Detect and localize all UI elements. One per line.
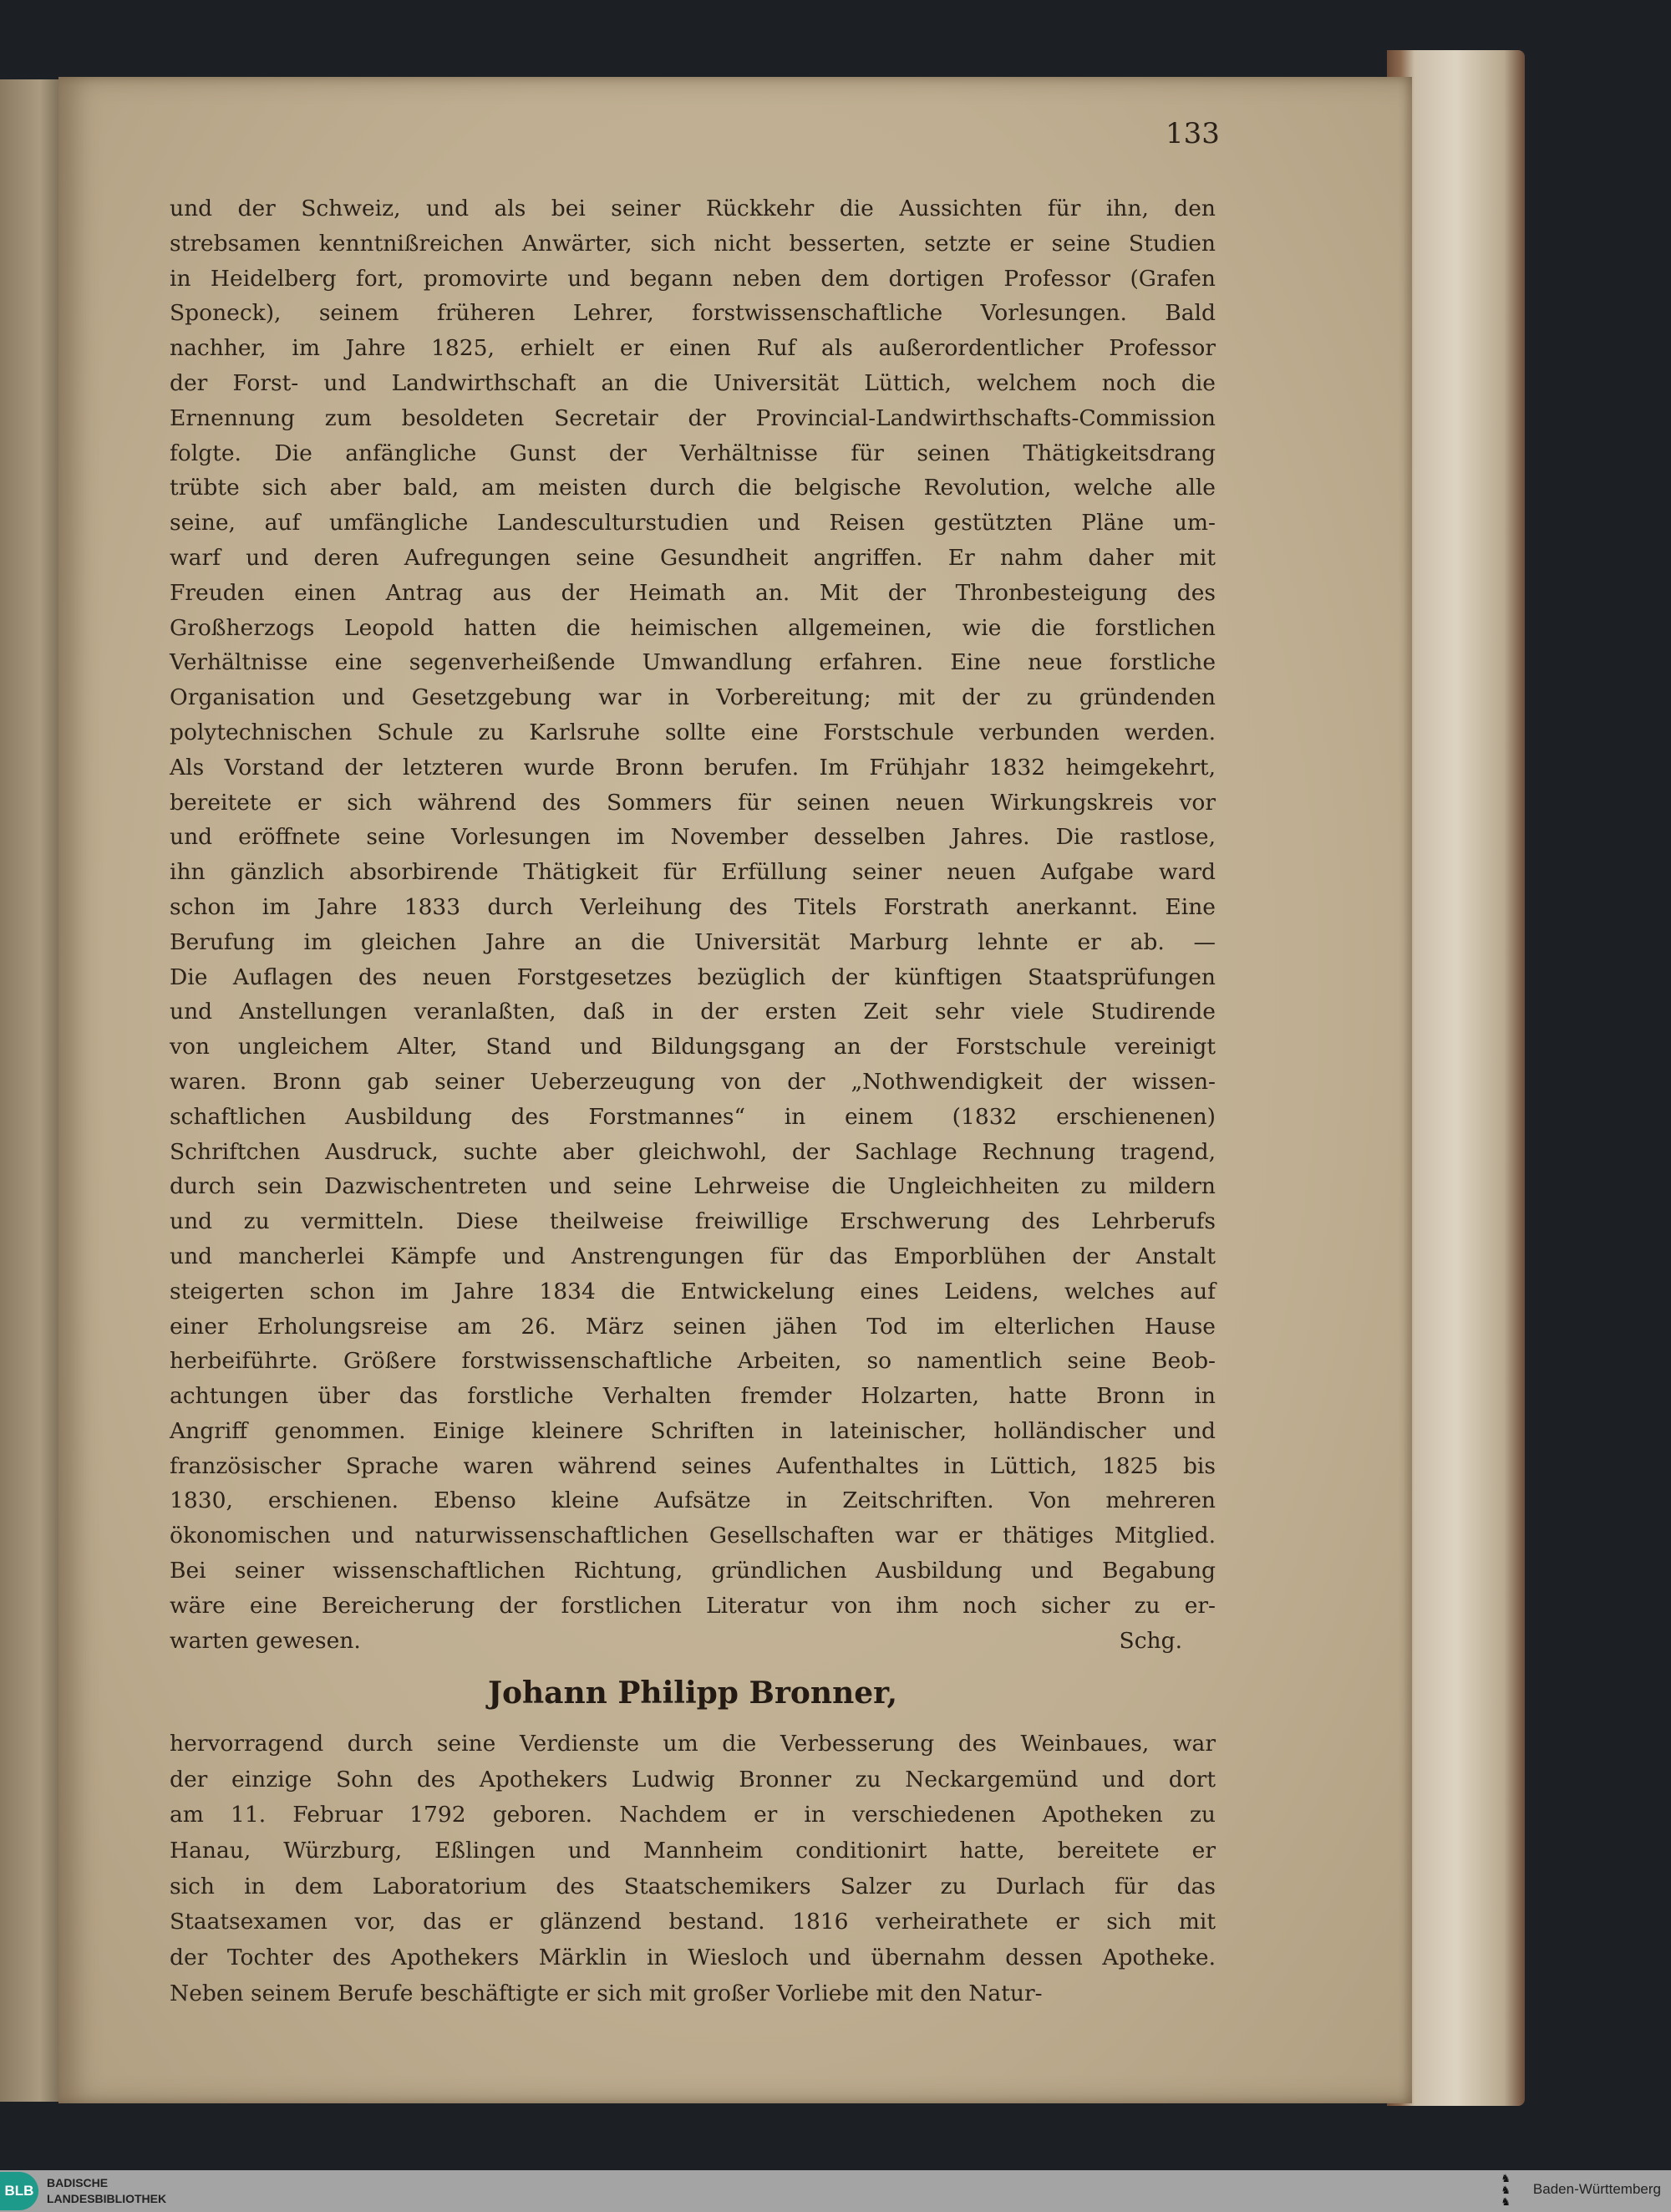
text-line: Organisation und Gesetzgebung war in Vorbereitung; mit der zu gründenden — [170, 684, 1216, 711]
text-line: sich in dem Laboratorium des Staatschemikers Salzer zu Durlach für das — [170, 1873, 1216, 1899]
text-line: Freuden einen Antrag aus der Heimath an. Mit der Thronbesteigung des — [170, 579, 1216, 606]
text-line: der Forst- und Landwirthschaft an die Universität Lüttich, welchem noch die — [170, 369, 1216, 396]
text-line: Staatsexamen vor, das er glänzend bestand. 1816 verheirathete er sich mit — [170, 1909, 1216, 1935]
paragraph-bronn — [170, 191, 1216, 1658]
text-line: Neben seinem Berufe beschäftigte er sich mit großer Vorliebe mit den Natur- — [170, 1980, 1043, 2006]
text-line: Sponeck), seinem früheren Lehrer, forstwissenschaftliche Vorlesungen. Bald — [170, 300, 1216, 327]
text-line: seine, auf umfängliche Landesculturstudien und Reisen gestützten Pläne um- — [170, 510, 1216, 536]
text-line: trübte sich aber bald, am meisten durch die belgische Revolution, welche alle — [170, 475, 1216, 501]
text-line: Hanau, Würzburg, Eßlingen und Mannheim conditionirt hatte, bereitete er — [170, 1838, 1216, 1864]
library-name-line2: LANDESBIBLIOTHEK — [47, 2192, 167, 2205]
text-line: schaftlichen Ausbildung des Forstmannes“ in einem (1832 erschienenen) — [170, 1103, 1216, 1130]
text-line: am 11. Februar 1792 geboren. Nachdem er in verschiedenen Apotheken zu — [170, 1802, 1216, 1828]
section-heading: Johann Philipp Bronner, — [487, 1676, 898, 1711]
page-number: 133 — [1166, 117, 1220, 150]
text-line: wäre eine Bereicherung der forstlichen Literatur von ihm noch sicher zu er- — [170, 1592, 1216, 1619]
text-line: schon im Jahre 1833 durch Verleihung des Titels Forstrath anerkannt. Eine — [170, 893, 1216, 920]
paragraph-last-line: warten gewesen. — [170, 1627, 361, 1654]
text-line: Ernennung zum besoldeten Secretair der Provincial-Landwirthschafts-Commission — [170, 404, 1216, 431]
paragraph-bronner — [170, 1726, 1216, 2012]
text-line: und Anstellungen veranlaßten, daß in der ersten Zeit sehr viele Studirende — [170, 999, 1216, 1025]
text-line: der Tochter des Apothekers Märklin in Wiesloch und übernahm dessen Apotheke. — [170, 1945, 1216, 1971]
text-line: der einzige Sohn des Apothekers Ludwig Bronner zu Neckargemünd und dort — [170, 1766, 1216, 1792]
text-line: Schriftchen Ausdruck, suchte aber gleichwohl, der Sachlage Rechnung tragend, — [170, 1138, 1216, 1165]
text-line: herbeiführte. Größere forstwissenschaftliche Arbeiten, so namentlich seine Beob- — [170, 1348, 1216, 1375]
text-line: polytechnischen Schule zu Karlsruhe sollte eine Forstschule verbunden werden. — [170, 719, 1216, 745]
library-name-line1: BADISCHE — [47, 2176, 109, 2189]
closing-line — [170, 1624, 1216, 1659]
state-coat-of-arms-icon: ♞ ♞ ♞ — [1501, 2173, 1511, 2209]
text-line: französischer Sprache waren während seines Aufenthaltes in Lüttich, 1825 bis — [170, 1452, 1216, 1479]
facing-page-edge — [0, 79, 67, 2102]
library-name — [47, 2175, 166, 2207]
text-line: folgte. Die anfängliche Gunst der Verhältnisse für seinen Thätigkeitsdrang — [170, 440, 1216, 466]
state-name[interactable]: Baden-Württemberg — [1532, 2181, 1661, 2197]
text-line: und der Schweiz, und als bei seiner Rückkehr die Aussichten für ihn, den — [170, 196, 1216, 221]
text-line: Großherzogs Leopold hatten die heimischen allgemeinen, wie die forstlichen — [170, 614, 1216, 641]
text-line: bereitete er sich während des Sommers für seinen neuen Wirkungskreis vor — [170, 789, 1216, 816]
blb-logo[interactable]: BLB — [0, 2172, 38, 2210]
text-line: in Heidelberg fort, promovirte und begann neben dem dortigen Professor (Grafen — [170, 265, 1216, 292]
text-line: Berufung im gleichen Jahre an die Universität Marburg lehnte er ab. — — [170, 928, 1216, 955]
text-line: Angriff genommen. Einige kleinere Schriften in lateinischer, holländischer und — [170, 1417, 1216, 1444]
text-line: ihn gänzlich absorbirende Thätigkeit für Erfüllung seiner neuen Aufgabe ward — [170, 859, 1216, 886]
text-line: von ungleichem Alter, Stand und Bildungsgang an der Forstschule vereinigt — [170, 1034, 1216, 1060]
footer-bar — [0, 2170, 1671, 2212]
text-line: einer Erholungsreise am 26. März seinen jähen Tod im elterlichen Hause — [170, 1313, 1216, 1340]
author-signature: Schg. — [1119, 1627, 1182, 1654]
text-line: und zu vermitteln. Diese theilweise freiwillige Erschwerung des Lehrberufs — [170, 1208, 1216, 1235]
text-line: Als Vorstand der letzteren wurde Bronn berufen. Im Frühjahr 1832 heimgekehrt, — [170, 754, 1216, 781]
text-line: hervorragend durch seine Verdienste um die Verbesserung des Weinbaues, war — [170, 1731, 1216, 1757]
text-line: strebsamen kenntnißreichen Anwärter, sich nicht besserten, setzte er seine Studien — [170, 230, 1216, 257]
text-line: durch sein Dazwischentreten und seine Lehrweise die Ungleichheiten zu mildern — [170, 1173, 1216, 1200]
text-line: Verhältnisse eine segenverheißende Umwandlung erfahren. Eine neue forstliche — [170, 649, 1216, 676]
text-line: nachher, im Jahre 1825, erhielt er einen Ruf als außerordentlicher Professor — [170, 335, 1216, 362]
text-line: Die Auflagen des neuen Forstgesetzes bezüglich der künftigen Staatsprüfungen — [170, 964, 1216, 990]
text-line: steigerten schon im Jahre 1834 die Entwickelung eines Leidens, welches auf — [170, 1278, 1216, 1304]
text-line: waren. Bronn gab seiner Ueberzeugung von der „Nothwendigkeit der wissen- — [170, 1068, 1216, 1095]
text-line: achtungen über das forstliche Verhalten fremder Holzarten, hatte Bronn in — [170, 1383, 1216, 1410]
text-line: und mancherlei Kämpfe und Anstrengungen für das Emporblühen der Anstalt — [170, 1243, 1216, 1269]
text-line: ökonomischen und naturwissenschaftlichen Gesellschaften war er thätiges Mitglied. — [170, 1523, 1216, 1549]
text-line: Bei seiner wissenschaftlichen Richtung, gründlichen Ausbildung und Begabung — [170, 1558, 1216, 1584]
text-line: 1830, erschienen. Ebenso kleine Aufsätze in Zeitschriften. Von mehreren — [170, 1487, 1216, 1514]
text-line: warf und deren Aufregungen seine Gesundheit angriffen. Er nahm daher mit — [170, 544, 1216, 571]
text-line: und eröffnete seine Vorlesungen im November desselben Jahres. Die rastlose, — [170, 824, 1216, 851]
